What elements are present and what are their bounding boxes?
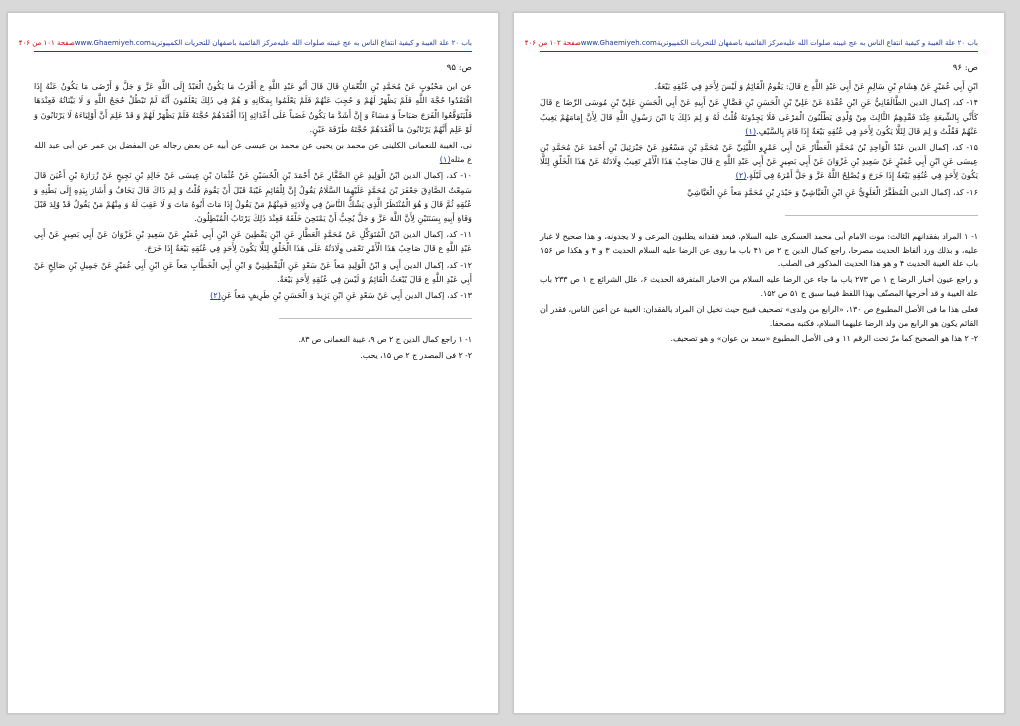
page-counter: صفحة ١٠١ من ۴٠۶: [18, 39, 75, 47]
document-page-left: [7, 12, 499, 714]
center-name: مرکز القائمیة باصفهان للتحریات الکمپیوتریة: [656, 39, 784, 47]
paragraph-text: نی، الغيبة للنعمانی الكلينی عن محمد بن يحيی عن محمد بن عيسی عن أبيه عن بعض رجاله عن المفضل بن عمر عن أبی عبد الله ع مثله: [34, 140, 472, 165]
paragraph-text: ١۴- كد، إكمال الدين الطَّالَقَانِيُّ عَنِ ابْنِ عُقْدَةَ عَنْ عَلِيِّ بْنِ الْحَسَنِ بْنِ فَضَّالٍ عَنْ أَبِيهِ عَنْ أَبِي الْحَسَنِ عَلِيِّ بْنِ مُوسَى الرِّضَا ع قَالَ كَأَنِّي بِالشِّيعَةِ عِنْدَ فَقْدِهِمُ الثَّالِثَ مِنْ وُلْدِي يَطْلُبُونَ الْمَرْعَى فَلَا يَجِدُونَهُ قُلْتُ لَهُ وَ لِمَ ذَلِكَ يَا ابْنَ رَسُولِ اللَّهِ قَالَ لِأَنَّ إِمَامَهُمْ يَغِيبُ عَنْهُمْ فَقُلْتُ وَ لِمَ قَالَ لِئَلَّا يَكُونَ لِأَحَدٍ فِي عُنُقِهِ بَيْعَةٌ إِذَا قَامَ بِالسَّيْفِ.: [540, 97, 978, 136]
page-header: [524, 35, 978, 52]
paragraph-text: ١۵- كد، إكمال الدين عَبْدُ الْوَاحِدِ بْنُ مُحَمَّدٍ الْعَطَّارُ عَنْ أَبِي عَمْرٍو اللَّيْثِيِّ عَنْ مُحَمَّدِ بْنِ مَسْعُودٍ عَنْ جَبْرَئِيلَ بْنِ أَحْمَدَ عَنْ مُحَمَّدِ بْنِ عِيسَى عَنِ ابْنِ أَبِي عُمَيْرٍ عَنْ سَعِيدِ بْنِ غَزْوَانَ عَنْ أَبِي بَصِيرٍ عَنْ أَبِي عَبْدِ اللَّهِ ع قَالَ صَاحِبُ هَذَا الْأَمْرِ تَغِيبُ وِلَادَتُهُ عَنْ هَذَا الْخَلْقِ لِئَلَّا يَكُونَ لِأَحَدٍ فِي عُنُقِهِ بَيْعَةٌ إِذَا خَرَجَ وَ يُصْلِحُ اللَّهُ عَزَّ وَ جَلَّ أَمْرَهُ فِي لَيْلَةٍ.: [540, 142, 978, 181]
paragraph: ١٢- كد، إكمال الدين أَبِي وَ ابْنُ الْوَلِيدِ مَعاً عَنْ سَعْدٍ عَنِ الْيَقْطِينِيِّ وَ ابْنِ أَبِي الْخَطَّابِ مَعاً عَنِ ابْنِ أَبِي عُمَيْرٍ عَنْ جَمِيلِ بْنِ صَالِحٍ عَنْ أَبِي عَبْدِ اللَّهِ ع قَالَ يُبْعَثُ الْقَائِمُ وَ لَيْسَ فِي عُنُقِهِ لِأَحَدٍ بَيْعَةٌ.: [34, 259, 472, 284]
footnote-ref[interactable]: (١): [439, 154, 451, 165]
chapter-title: باب ٢٠ علة الغيبة و كيفية انتفاع الناس به عج غيبته صلوات الله عليه: [783, 39, 978, 47]
center-name: مرکز القائمیة باصفهان للتحریات الکمپیوتریة: [150, 39, 278, 47]
paragraph: عن ابن مَحْبُوبٍ عَنْ مُحَمَّدِ بْنِ النُّعْمَانِ قَالَ قَالَ أَبُو عَبْدِ اللَّهِ ع أَقْرَبُ مَا يَكُونُ الْعَبْدُ إِلَى اللَّهِ عَزَّ وَ جَلَّ وَ أَرْضَى مَا يَكُونُ عَنْهُ إِذَا افْتَقَدُوا حُجَّةَ اللَّهِ فَلَمْ يَظْهَرْ لَهُمْ وَ حُجِبَ عَنْهُمْ فَلَمْ يَعْلَمُوا بِمَكَانِهِ وَ هُمْ فِي ذَلِكَ يَعْلَمُونَ أَنَّهُ لَمْ تَبْطُلْ حُجَجُ اللَّهِ وَ لَا بَيِّنَاتُهُ فَعِنْدَهَا فَلْيَتَوَقَّعُوا الْفَرَجَ صَبَاحاً وَ مَسَاءً وَ إِنَّ أَشَدَّ مَا يَكُونُ غَضَباً عَلَى أَعْدَائِهِ إِذَا أَفْقَدَهُمْ حُجَّتَهُ فَلَمْ يَظْهَرْ لَهُمْ وَ قَدْ عَلِمَ أَنَّ أَوْلِيَاءَهُ لَا يَرْتَابُونَ وَ لَوْ عَلِمَ أَنَّهُمْ يَرْتَابُونَ مَا أَفْقَدَهُمْ حُجَّتَهُ طَرْفَةَ عَيْنٍ.: [34, 81, 472, 134]
footnote: ٢- ٢ هذا هو الصحيح كما مرّ تحت الرقم ١١ و فی الأصل المطبوع «سعد بن عوان» و هو تصحيف.: [670, 334, 978, 344]
page-number: ص: ٩۶: [952, 63, 978, 73]
footnote: فعلی هذا ما فی الأصل المطبوع ص ١٣٠، «الرابع من ولدی» تصحيف قبيح حيث تخيل ان المراد بالفقدان: الغيبة عن أعين الناس، فقدر أن القائم يكون هو الرابع من ولد الرضا عليهما السلام، فكتبه مصحفا.: [540, 304, 979, 328]
page-counter: صفحة ١٠٢ من ۴٠۶: [524, 39, 581, 47]
footnote-ref[interactable]: (٢): [210, 290, 221, 301]
page-body: [540, 61, 978, 693]
footnote: ١- ١ المراد بفقدانهم الثالث: موت الامام أبی محمد العسكری عليه السلام، فبعد فقدانه يطلبون المرعی و لا يجدونه، و هذا صحيح لا غبار عليه، و بذلك ورد ألفاظ الحديث مصرحا، راجع كمال الدين ج ٢ ص ۴١ باب ما روی عن الرضا عليه السلام الحديث ٣ و ۴ و هكذا ص ١۵۶ باب علة الغيبة الحديث ۴ و هو هذا الحديث المذكور فی الصلب.: [540, 231, 978, 269]
footnote-ref[interactable]: (١): [745, 125, 757, 136]
chapter-title: باب ٢٠ علة الغيبة و كيفية انتفاع الناس به عج غيبته صلوات الله عليه: [277, 39, 472, 47]
footnotes: [34, 333, 472, 363]
page-body: [34, 61, 472, 693]
page-number: ص: ٩۵: [446, 63, 472, 73]
document-page-right: [513, 12, 1005, 714]
footnote-separator: [785, 215, 978, 216]
footnote-ref[interactable]: (٢): [735, 170, 747, 181]
paragraph: [540, 95, 978, 138]
paragraph: [540, 140, 978, 183]
paragraph: ابْنِ أَبِي عُمَيْرٍ عَنْ هِشَامِ بْنِ سَالِمٍ عَنْ أَبِي عَبْدِ اللَّهِ ع قَالَ: يَقُومُ الْقَائِمُ وَ لَيْسَ لِأَحَدٍ فِي عُنُقِهِ بَيْعَةٌ.: [654, 81, 978, 92]
paragraph: [34, 288, 472, 302]
paragraph: ١٠- كد، إكمال الدين ابْنُ الْوَلِيدِ عَنِ الصَّفَّارِ عَنْ أَحْمَدَ بْنِ الْحُسَيْنِ عَنْ عُثْمَانَ بْنِ عِيسَى عَنْ خَالِدِ بْنِ نَجِيحٍ عَنْ زُرَارَةَ بْنِ أَعْيَنَ قَالَ سَمِعْتُ الصَّادِقَ جَعْفَرَ بْنَ مُحَمَّدٍ عَلَيْهِمَا السَّلَامُ يَقُولُ إِنَّ لِلْقَائِمِ غَيْبَةً قَبْلَ أَنْ يَقُومَ قُلْتُ وَ لِمَ ذَاكَ قَالَ يَخَافُ وَ أَشَارَ بِيَدِهِ إِلَى بَطْنِهِ وَ عُنُقِهِ ثُمَّ قَالَ وَ هُوَ الْمُنْتَظَرُ الَّذِي يَشُكُّ النَّاسُ فِي وِلَادَتِهِ فَمِنْهُمْ مَنْ يَقُولُ إِذَا مَاتَ أَبُوهُ مَاتَ وَ لَا عَقِبَ لَهُ وَ مِنْهُمْ مَنْ يَقُولُ قَدْ وُلِدَ قَبْلَ وَفَاةِ أَبِيهِ بِسَنَتَيْنِ لِأَنَّ اللَّهَ عَزَّ وَ جَلَّ يُحِبُّ أَنْ يَمْتَحِنَ خَلْقَهُ فَعِنْدَ ذَلِكَ يَرْتَابُ الْمُبْطِلُونَ.: [34, 170, 472, 224]
paragraph: ١١- كد، إكمال الدين ابْنُ الْمُتَوَكِّلِ عَنْ مُحَمَّدٍ الْعَطَّارِ عَنِ ابْنِ يَقْطِينَ عَنِ ابْنِ أَبِي عُمَيْرٍ عَنْ سَعِيدِ بْنِ غَزْوَانَ عَنْ أَبِي بَصِيرٍ عَنْ أَبِي عَبْدِ اللَّهِ ع قَالَ صَاحِبُ هَذَا الْأَمْرِ تَعْمَى وِلَادَتُهُ عَلَى هَذَا الْخَلْقِ لِئَلَّا يَكُونَ لِأَحَدٍ فِي عُنُقِهِ بَيْعَةٌ إِذَا خَرَجَ.: [34, 229, 472, 254]
page-header: [18, 35, 472, 52]
footnote: و راجع عيون أخبار الرضا ج ١ ص ٢٧٣ باب ما جاء عن الرضا عليه السلام من الاخبار المتفرقة الحديث ۶، علل الشرائع ج ١ ص ٢٣٣ باب علة الغيبة و قد أخرجها المصنّف بهذا اللفظ فيما سبق ج ۵١ ص ١۵٢.: [540, 275, 978, 299]
footnote: ١- ١ راجع كمال الدين ج ٢ ص ٩، غيبة النعمانی ص ٨٣.: [298, 335, 472, 345]
paragraph: [34, 138, 472, 166]
footnote-separator: [279, 318, 472, 319]
footnotes: [540, 230, 978, 346]
paragraph: ١۶- كد، إكمال الدين الْمُظَفَّرُ الْعَلَوِيُّ عَنِ ابْنِ الْعَيَّاشِيِّ وَ حَيْدَرِ بْنِ مُحَمَّدٍ مَعاً عَنِ الْعَيَّاشِيِّ: [687, 186, 978, 197]
paragraph-text: ١٣- كد، إكمال الدين أَبِي عَنْ سَعْدٍ عَنِ ابْنِ يَزِيدَ وَ الْحَسَنِ بْنِ طَرِيفٍ مَعاً عَنِ: [220, 290, 472, 301]
footnote: ٢- ٢ فی المصدر ج ٢ ص ١۵، يحب.: [360, 351, 472, 361]
site-link[interactable]: www.Ghaemiyeh.com: [74, 39, 151, 47]
site-link[interactable]: www.Ghaemiyeh.com: [580, 39, 657, 47]
